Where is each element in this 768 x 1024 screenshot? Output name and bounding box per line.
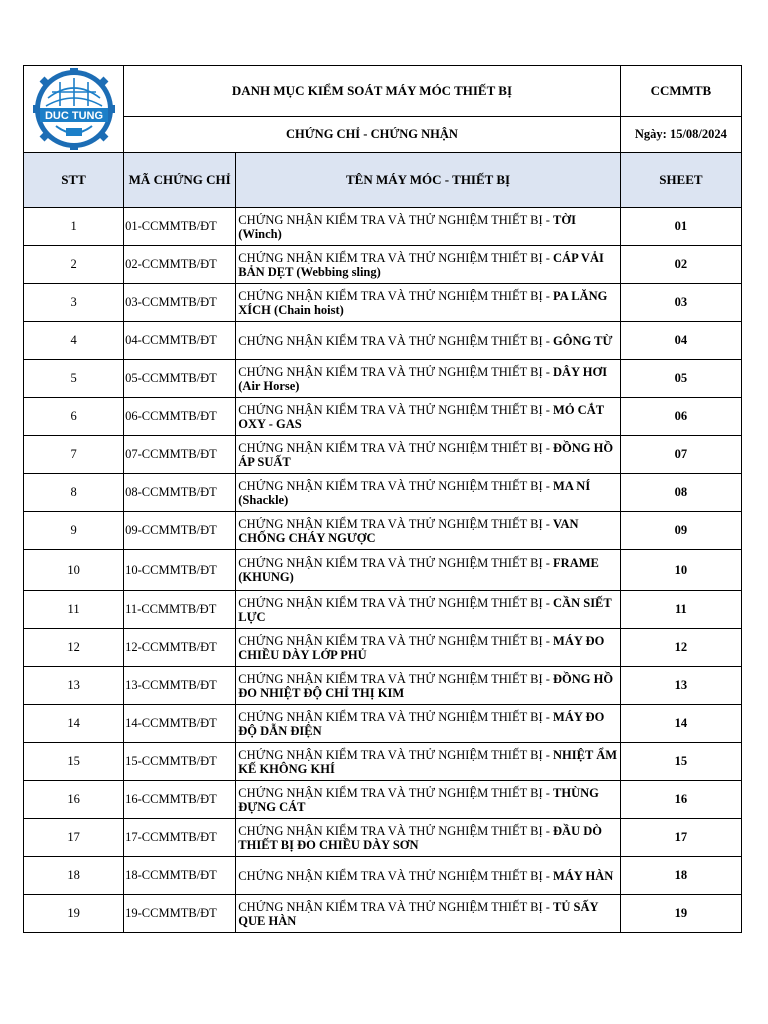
equipment-name: MÁY HÀN — [553, 868, 614, 883]
row-stt: 5 — [24, 360, 124, 398]
equipment-prefix: CHỨNG NHẬN KIỂM TRA VÀ THỬ NGHIỆM THIẾT BỊ - — [238, 785, 550, 800]
row-certificate-code: 03-CCMMTB/ĐT — [124, 284, 236, 322]
row-sheet-number: 11 — [620, 591, 741, 629]
row-equipment-name — [236, 629, 621, 667]
equipment-name: GÔNG TỪ — [553, 333, 613, 348]
column-header-row — [24, 153, 742, 208]
column-header-ma: MÃ CHỨNG CHỈ — [124, 153, 236, 208]
row-certificate-code: 15-CCMMTB/ĐT — [124, 743, 236, 781]
table-row — [24, 705, 742, 743]
table-row — [24, 322, 742, 360]
row-stt: 17 — [24, 819, 124, 857]
logo-text: DUC TUNG — [44, 110, 103, 122]
equipment-prefix: CHỨNG NHẬN KIỂM TRA VÀ THỬ NGHIỆM THIẾT BỊ - — [238, 288, 550, 303]
table-row — [24, 474, 742, 512]
row-stt: 11 — [24, 591, 124, 629]
equipment-name: FRAME (KHUNG) — [238, 556, 599, 584]
equipment-name: DÂY HƠI (Air Horse) — [238, 364, 608, 393]
row-sheet-number: 15 — [620, 743, 741, 781]
row-equipment-name — [236, 512, 621, 550]
row-certificate-code: 05-CCMMTB/ĐT — [124, 360, 236, 398]
table-row — [24, 819, 742, 857]
row-sheet-number: 13 — [620, 667, 741, 705]
equipment-name: ĐỒNG HỒ ÁP SUẤT — [238, 440, 614, 469]
row-stt: 7 — [24, 436, 124, 474]
equipment-prefix: CHỨNG NHẬN KIỂM TRA VÀ THỬ NGHIỆM THIẾT BỊ - — [238, 633, 550, 648]
equipment-prefix: CHỨNG NHẬN KIỂM TRA VÀ THỬ NGHIỆM THIẾT BỊ - — [238, 364, 550, 379]
table-row — [24, 743, 742, 781]
row-stt: 12 — [24, 629, 124, 667]
row-stt: 19 — [24, 895, 124, 933]
row-certificate-code: 08-CCMMTB/ĐT — [124, 474, 236, 512]
equipment-prefix: CHỨNG NHẬN KIỂM TRA VÀ THỬ NGHIỆM THIẾT BỊ - — [238, 671, 550, 686]
equipment-prefix: CHỨNG NHẬN KIỂM TRA VÀ THỬ NGHIỆM THIẾT BỊ - — [238, 333, 550, 348]
row-sheet-number: 10 — [620, 550, 741, 591]
row-sheet-number: 06 — [620, 398, 741, 436]
row-equipment-name — [236, 857, 621, 895]
document-date: Ngày: 15/08/2024 — [620, 117, 741, 153]
row-sheet-number: 07 — [620, 436, 741, 474]
equipment-name: MÁY ĐO CHIỀU DÀY LỚP PHỦ — [238, 633, 605, 662]
row-certificate-code: 11-CCMMTB/ĐT — [124, 591, 236, 629]
table-row — [24, 781, 742, 819]
equipment-prefix: CHỨNG NHẬN KIỂM TRA VÀ THỬ NGHIỆM THIẾT BỊ - — [238, 868, 550, 883]
row-equipment-name — [236, 591, 621, 629]
row-equipment-name — [236, 895, 621, 933]
row-certificate-code: 02-CCMMTB/ĐT — [124, 246, 236, 284]
row-certificate-code: 13-CCMMTB/ĐT — [124, 667, 236, 705]
row-stt: 16 — [24, 781, 124, 819]
row-certificate-code: 16-CCMMTB/ĐT — [124, 781, 236, 819]
row-equipment-name — [236, 208, 621, 246]
row-equipment-name — [236, 246, 621, 284]
table-row — [24, 246, 742, 284]
row-equipment-name — [236, 284, 621, 322]
equipment-name: MÁY ĐO ĐỘ DẪN ĐIỆN — [238, 709, 605, 738]
row-certificate-code: 07-CCMMTB/ĐT — [124, 436, 236, 474]
row-equipment-name — [236, 667, 621, 705]
equipment-name: CÁP VẢI BẢN DẸT (Webbing sling) — [238, 250, 604, 279]
row-equipment-name — [236, 322, 621, 360]
row-equipment-name — [236, 360, 621, 398]
row-stt: 6 — [24, 398, 124, 436]
equipment-name: MỎ CẮT OXY - GAS — [238, 402, 604, 431]
row-certificate-code: 19-CCMMTB/ĐT — [124, 895, 236, 933]
row-certificate-code: 12-CCMMTB/ĐT — [124, 629, 236, 667]
row-equipment-name — [236, 743, 621, 781]
equipment-name: MA NÍ (Shackle) — [238, 478, 591, 507]
equipment-prefix: CHỨNG NHẬN KIỂM TRA VÀ THỬ NGHIỆM THIẾT BỊ - — [238, 823, 550, 838]
column-header-ten: TÊN MÁY MÓC - THIẾT BỊ — [236, 153, 621, 208]
row-stt: 10 — [24, 550, 124, 591]
duc-tung-logo-icon — [30, 68, 118, 150]
row-sheet-number: 16 — [620, 781, 741, 819]
table-row — [24, 398, 742, 436]
table-row — [24, 360, 742, 398]
row-certificate-code: 09-CCMMTB/ĐT — [124, 512, 236, 550]
document-title: DANH MỤC KIỂM SOÁT MÁY MÓC THIẾT BỊ — [124, 66, 621, 117]
row-equipment-name — [236, 819, 621, 857]
column-header-stt: STT — [24, 153, 124, 208]
row-sheet-number: 03 — [620, 284, 741, 322]
row-sheet-number: 04 — [620, 322, 741, 360]
equipment-prefix: CHỨNG NHẬN KIỂM TRA VÀ THỬ NGHIỆM THIẾT BỊ - — [238, 516, 550, 531]
equipment-prefix: CHỨNG NHẬN KIỂM TRA VÀ THỬ NGHIỆM THIẾT BỊ - — [238, 556, 550, 570]
equipment-prefix: CHỨNG NHẬN KIỂM TRA VÀ THỬ NGHIỆM THIẾT BỊ - — [238, 595, 550, 610]
equipment-name: PA LĂNG XÍCH (Chain hoist) — [238, 288, 608, 317]
row-stt: 2 — [24, 246, 124, 284]
document-sheet — [23, 65, 742, 933]
table-row — [24, 629, 742, 667]
row-equipment-name — [236, 398, 621, 436]
header-row-2 — [24, 117, 742, 153]
row-certificate-code: 04-CCMMTB/ĐT — [124, 322, 236, 360]
header-row-1 — [24, 66, 742, 117]
row-stt: 4 — [24, 322, 124, 360]
row-sheet-number: 19 — [620, 895, 741, 933]
row-equipment-name — [236, 436, 621, 474]
document-subtitle: CHỨNG CHỈ - CHỨNG NHẬN — [124, 117, 621, 153]
row-equipment-name — [236, 550, 621, 591]
equipment-prefix: CHỨNG NHẬN KIỂM TRA VÀ THỬ NGHIỆM THIẾT BỊ - — [238, 250, 550, 265]
row-equipment-name — [236, 781, 621, 819]
column-header-sheet: SHEET — [620, 153, 741, 208]
equipment-name: NHIỆT ẨM KẾ KHÔNG KHÍ — [238, 747, 618, 776]
row-sheet-number: 08 — [620, 474, 741, 512]
row-stt: 8 — [24, 474, 124, 512]
equipment-prefix: CHỨNG NHẬN KIỂM TRA VÀ THỬ NGHIỆM THIẾT BỊ - — [238, 212, 550, 227]
table-row — [24, 512, 742, 550]
row-certificate-code: 06-CCMMTB/ĐT — [124, 398, 236, 436]
row-sheet-number: 18 — [620, 857, 741, 895]
row-equipment-name — [236, 705, 621, 743]
row-stt: 3 — [24, 284, 124, 322]
row-sheet-number: 14 — [620, 705, 741, 743]
equipment-prefix: CHỨNG NHẬN KIỂM TRA VÀ THỬ NGHIỆM THIẾT BỊ - — [238, 478, 550, 493]
row-certificate-code: 18-CCMMTB/ĐT — [124, 857, 236, 895]
row-equipment-name — [236, 474, 621, 512]
row-stt: 15 — [24, 743, 124, 781]
row-sheet-number: 02 — [620, 246, 741, 284]
equipment-prefix: CHỨNG NHẬN KIỂM TRA VÀ THỬ NGHIỆM THIẾT BỊ - — [238, 709, 550, 724]
equipment-name: ĐẦU DÒ THIẾT BỊ ĐO CHIỀU DÀY SƠN — [238, 823, 602, 852]
row-sheet-number: 17 — [620, 819, 741, 857]
equipment-name: ĐỒNG HỒ ĐO NHIỆT ĐỘ CHỈ THỊ KIM — [238, 671, 614, 700]
table-row — [24, 284, 742, 322]
document-code: CCMMTB — [620, 66, 741, 117]
equipment-prefix: CHỨNG NHẬN KIỂM TRA VÀ THỬ NGHIỆM THIẾT BỊ - — [238, 402, 550, 417]
equipment-name: TỦ SẤY QUE HÀN — [238, 899, 599, 928]
row-sheet-number: 05 — [620, 360, 741, 398]
row-stt: 9 — [24, 512, 124, 550]
equipment-name: CẦN SIẾT LỰC — [238, 595, 612, 624]
row-stt: 1 — [24, 208, 124, 246]
row-sheet-number: 12 — [620, 629, 741, 667]
equipment-name: TỜI (Winch) — [238, 212, 576, 241]
equipment-name: THÙNG ĐỰNG CÁT — [238, 785, 599, 814]
row-certificate-code: 10-CCMMTB/ĐT — [124, 550, 236, 591]
equipment-prefix: CHỨNG NHẬN KIỂM TRA VÀ THỬ NGHIỆM THIẾT BỊ - — [238, 440, 550, 455]
table-row — [24, 208, 742, 246]
row-sheet-number: 01 — [620, 208, 741, 246]
table-row — [24, 436, 742, 474]
control-list-table — [23, 65, 742, 933]
equipment-prefix: CHỨNG NHẬN KIỂM TRA VÀ THỬ NGHIỆM THIẾT BỊ - — [238, 899, 550, 914]
table-row — [24, 895, 742, 933]
row-stt: 18 — [24, 857, 124, 895]
row-certificate-code: 01-CCMMTB/ĐT — [124, 208, 236, 246]
row-sheet-number: 09 — [620, 512, 741, 550]
table-row — [24, 857, 742, 895]
row-certificate-code: 14-CCMMTB/ĐT — [124, 705, 236, 743]
logo-cell — [24, 66, 124, 153]
table-row — [24, 550, 742, 591]
equipment-prefix: CHỨNG NHẬN KIỂM TRA VÀ THỬ NGHIỆM THIẾT BỊ - — [238, 747, 550, 762]
row-certificate-code: 17-CCMMTB/ĐT — [124, 819, 236, 857]
equipment-name: VAN CHỐNG CHÁY NGƯỢC — [238, 516, 579, 545]
table-row — [24, 667, 742, 705]
table-row — [24, 591, 742, 629]
row-stt: 13 — [24, 667, 124, 705]
row-stt: 14 — [24, 705, 124, 743]
